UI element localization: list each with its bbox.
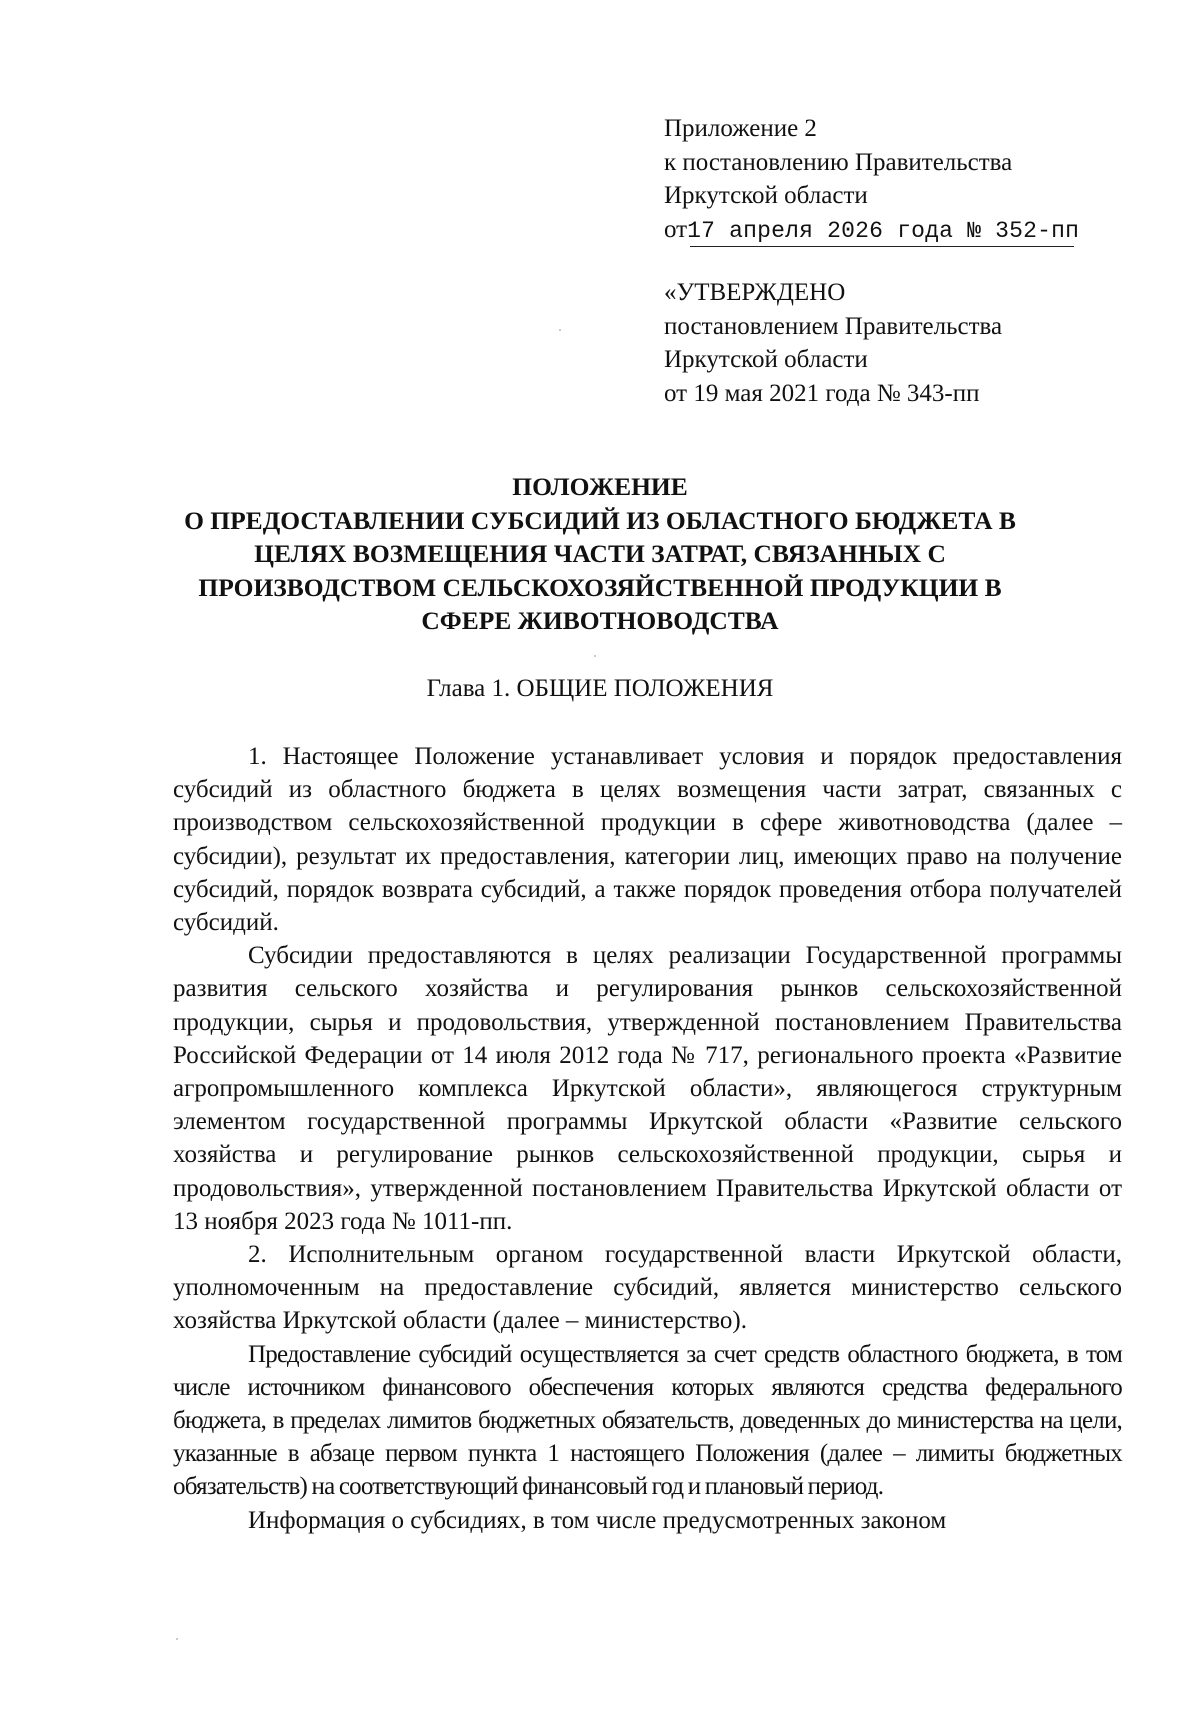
title-line-1: ПОЛОЖЕНИЕ <box>512 472 688 501</box>
document-body <box>173 740 1122 1537</box>
scan-speck <box>559 329 561 331</box>
scan-speck <box>176 1638 178 1640</box>
appendix-date-line <box>664 213 1104 249</box>
document-title <box>150 470 1050 638</box>
paragraph-4: Предоставление субсидий осуществляется за счет средств областного бюджета, в том числе источником финансового обеспечения которых являются средства федерального бюджета, в пределах лимитов бюджетных обязательств, доведенных до министерства на цели, указанные в абзаце первом пункта 1 настоящего Положения (далее – лимиты бюджетных обязательств) на соответствующий финансовый год и плановый период. <box>173 1340 1122 1501</box>
approved-block <box>664 276 1104 410</box>
paragraph-1: 1. Настоящее Положение устанавливает условия и порядок предоставления субсидий из областного бюджета в целях возмещения части затрат, связанных с производством сельскохозяйственной продукции в сфере животноводства (далее – субсидии), результат их предоставления, категории лиц, имеющих право на получение субсидий, порядок возврата субсидий, а также порядок проведения отбора получателей субсидий. <box>173 743 1122 937</box>
appendix-region: Иркутской области <box>664 182 868 209</box>
title-line-2: О ПРЕДОСТАВЛЕНИИ СУБСИДИЙ ИЗ ОБЛАСТНОГО БЮДЖЕТА В <box>184 505 1016 535</box>
chapter-heading: Глава 1. ОБЩИЕ ПОЛОЖЕНИЯ <box>426 675 774 702</box>
appendix-date-prefix: от <box>664 215 688 243</box>
paragraph-3: 2. Исполнительным органом государственной власти Иркутской области, уполномоченным на предоставление субсидий, является министерство сельского хозяйства Иркутской области (далее – министерство). <box>173 1241 1122 1335</box>
title-line-4: ПРОИЗВОДСТВОМ СЕЛЬСКОХОЗЯЙСТВЕННОЙ ПРОДУКЦИИ В <box>198 572 1002 602</box>
appendix-number: Приложение 2 <box>664 115 817 142</box>
paragraph-2: Субсидии предоставляются в целях реализации Государственной программы развития сельского хозяйства и регулирования рынков сельскохозяйственной продукции, сырья и продовольствия, утвержденной постановлением Правительства Российской Федерации от 14 июля 2012 года № 717, регионального проекта «Развитие агропромышленного комплекса Иркутской области», являющегося структурным элементом государственной программы Иркутской области «Развитие сельского хозяйства и регулирование рынков сельскохозяйственной продукции, сырья и продовольствия», утвержденной постановлением Правительства Иркутской области от 13 ноября 2023 года № 1011-пп. <box>173 942 1122 1235</box>
paragraph-5: Информация о субсидиях, в том числе предусмотренных законом <box>248 1506 947 1534</box>
title-line-5: СФЕРЕ ЖИВОТНОВОДСТВА <box>421 606 779 635</box>
scan-speck <box>594 655 596 657</box>
appendix-date-value: 17 апреля 2026 года № 352-пп <box>687 217 1080 244</box>
title-line-3: ЦЕЛЯХ ВОЗМЕЩЕНИЯ ЧАСТИ ЗАТРАТ, СВЯЗАННЫХ С <box>254 539 946 568</box>
appendix-reference: к постановлению Правительства <box>664 148 1013 176</box>
appendix-block <box>664 112 1104 248</box>
approved-heading: «УТВЕРЖДЕНО <box>664 279 846 306</box>
date-underline <box>690 246 1074 248</box>
approved-region: Иркутской области <box>664 346 868 373</box>
approved-by: постановлением Правительства <box>664 312 1003 340</box>
approved-date: от 19 мая 2021 года № 343-пп <box>664 379 980 407</box>
